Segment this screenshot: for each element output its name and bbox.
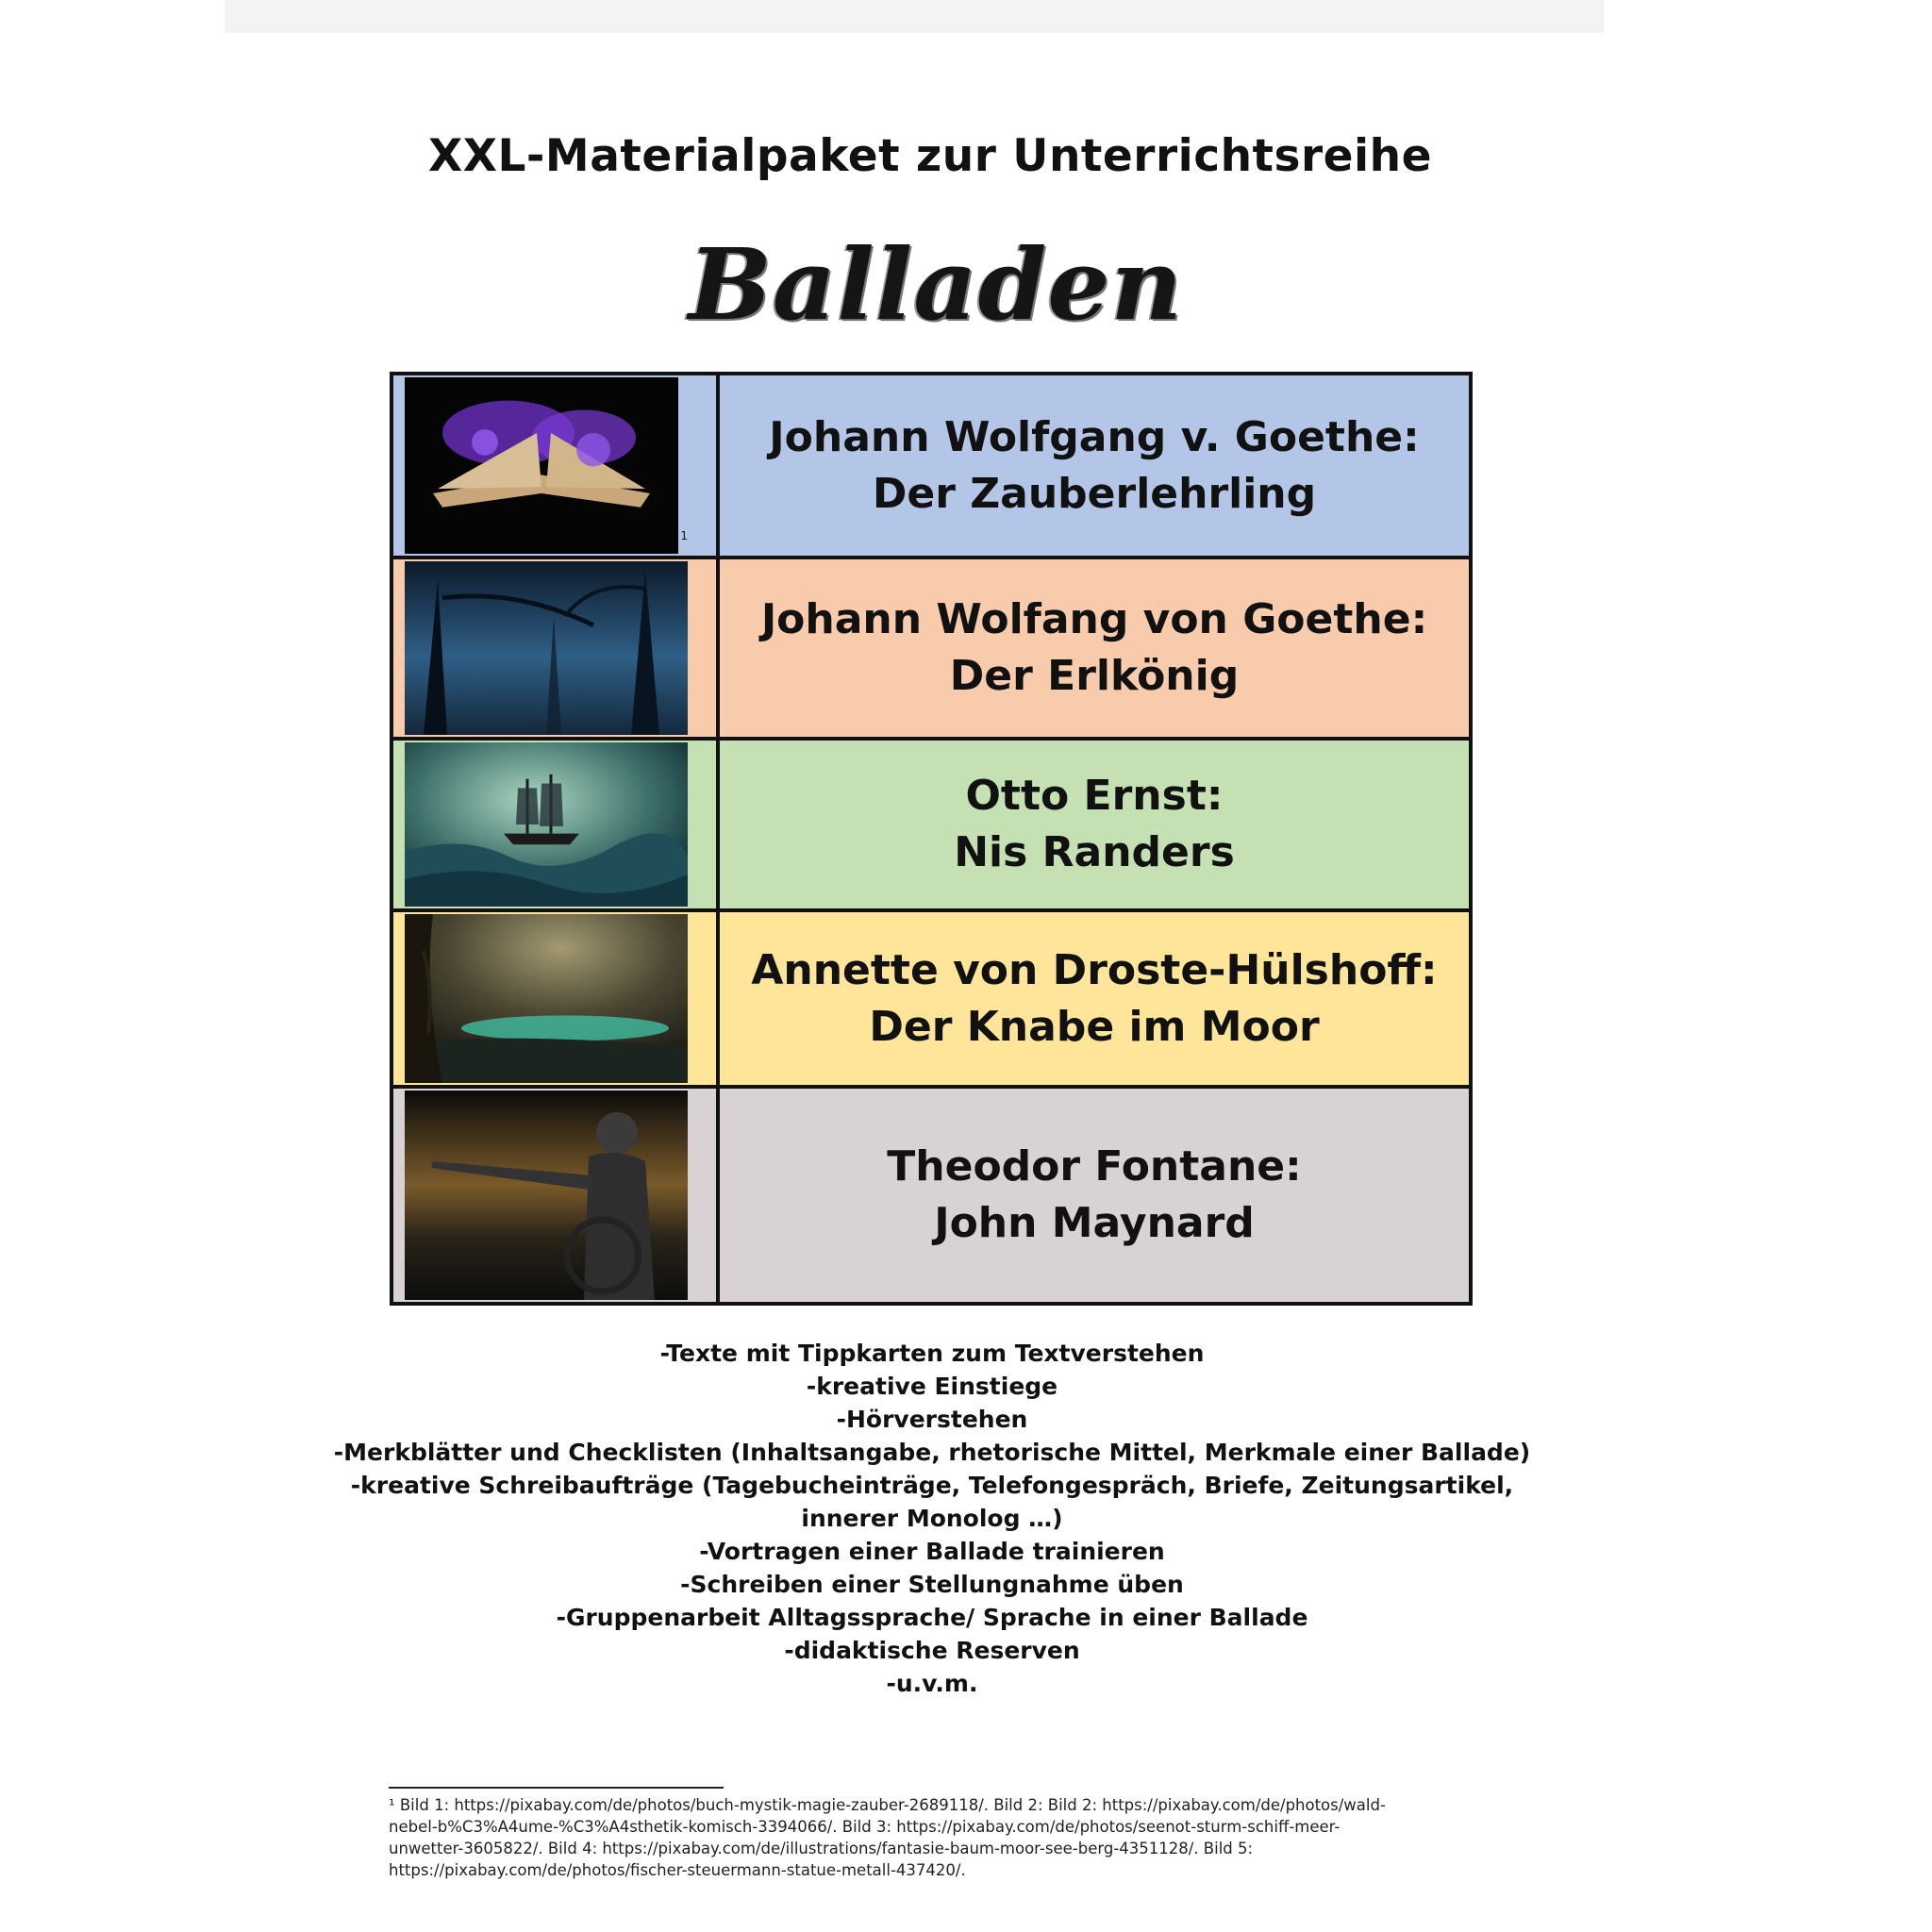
ballad-row (393, 375, 1469, 559)
feature-item: -didaktische Reserven (784, 1637, 1080, 1664)
feature-item: -Texte mit Tippkarten zum Textverstehen (659, 1340, 1205, 1367)
ballad-row (393, 559, 1469, 741)
feature-item: innerer Monolog …) (801, 1505, 1063, 1532)
feature-item: -Gruppenarbeit Alltagssprache/ Sprache in einer Ballade (556, 1604, 1308, 1631)
ballad-text-cell (720, 741, 1469, 908)
footnote-line: nebel-b%C3%A4ume-%C3%A4sthetik-komisch-3394066/. Bild 3: https://pixabay.com/de/photos/seenot-sturm-schiff-meer- (389, 1818, 1341, 1836)
ballad-title: Der Zauberlehrling (872, 469, 1317, 518)
ballad-image-cell (393, 559, 720, 737)
feature-item: -kreative Schreibaufträge (Tagebucheinträge, Telefongespräch, Briefe, Zeitungsartikel, (350, 1472, 1514, 1499)
footnote-divider (389, 1787, 724, 1789)
helmsman-statue-image (405, 1091, 688, 1300)
foggy-forest-image (405, 561, 688, 735)
ballad-author: Johann Wolfang von Goethe: (760, 595, 1428, 643)
moor-landscape-image (405, 914, 688, 1083)
feature-item: -Merkblätter und Checklisten (Inhaltsangabe, rhetorische Mittel, Merkmale einer Ballade) (333, 1439, 1531, 1466)
footnote-line: ¹ Bild 1: https://pixabay.com/de/photos/buch-mystik-magie-zauber-2689118/. Bild 2: Bild 2: https://pixabay.com/de/photos/wald- (389, 1796, 1386, 1814)
feature-item: -kreative Einstiege (806, 1373, 1058, 1400)
ballad-title: John Maynard (934, 1199, 1255, 1247)
feature-item: -u.v.m. (886, 1670, 978, 1697)
ballad-author: Otto Ernst: (965, 772, 1224, 820)
ballad-image-cell (393, 1089, 720, 1302)
ballad-row (393, 912, 1469, 1089)
ballad-title: Der Knabe im Moor (869, 1002, 1320, 1051)
ballad-image-cell (393, 375, 720, 556)
ballad-text-cell (720, 559, 1469, 737)
ballad-row (393, 1089, 1469, 1302)
ballad-table (390, 372, 1473, 1306)
footnote-marker: 1 (680, 529, 688, 542)
ship-storm-image (405, 742, 688, 907)
feature-item: -Schreiben einer Stellungnahme üben (680, 1571, 1184, 1598)
ballad-text-cell (720, 912, 1469, 1085)
footnote-line: https://pixabay.com/de/photos/fischer-steuermann-statue-metall-437420/. (389, 1861, 966, 1879)
ballad-text-cell (720, 375, 1469, 556)
footnote-line: unwetter-3605822/. Bild 4: https://pixabay.com/de/illustrations/fantasie-baum-moor-see-berg-4351128/. Bild 5: (389, 1840, 1254, 1857)
balladen-logo-text: Balladen (688, 226, 1184, 342)
ballad-text-cell (720, 1089, 1469, 1302)
ballad-author: Johann Wolfgang v. Goethe: (769, 412, 1420, 461)
document-title: XXL-Materialpaket zur Unterrichtsreihe (428, 130, 1432, 182)
ballad-title: Der Erlkönig (949, 652, 1240, 700)
ballad-image-cell (393, 741, 720, 908)
ballad-title: Nis Randers (954, 828, 1235, 876)
magic-book-image (405, 377, 688, 554)
ballad-image-cell (393, 912, 720, 1085)
ballad-author: Annette von Droste-Hülshoff: (751, 945, 1438, 994)
page-top-edge (225, 0, 1604, 33)
ballad-row (393, 741, 1469, 912)
feature-item: -Hörverstehen (836, 1406, 1028, 1433)
feature-list (0, 1337, 1864, 1700)
ballad-author: Theodor Fontane: (887, 1142, 1302, 1191)
feature-item: -Vortragen einer Ballade trainieren (699, 1538, 1165, 1565)
footnote (389, 1794, 1474, 1881)
